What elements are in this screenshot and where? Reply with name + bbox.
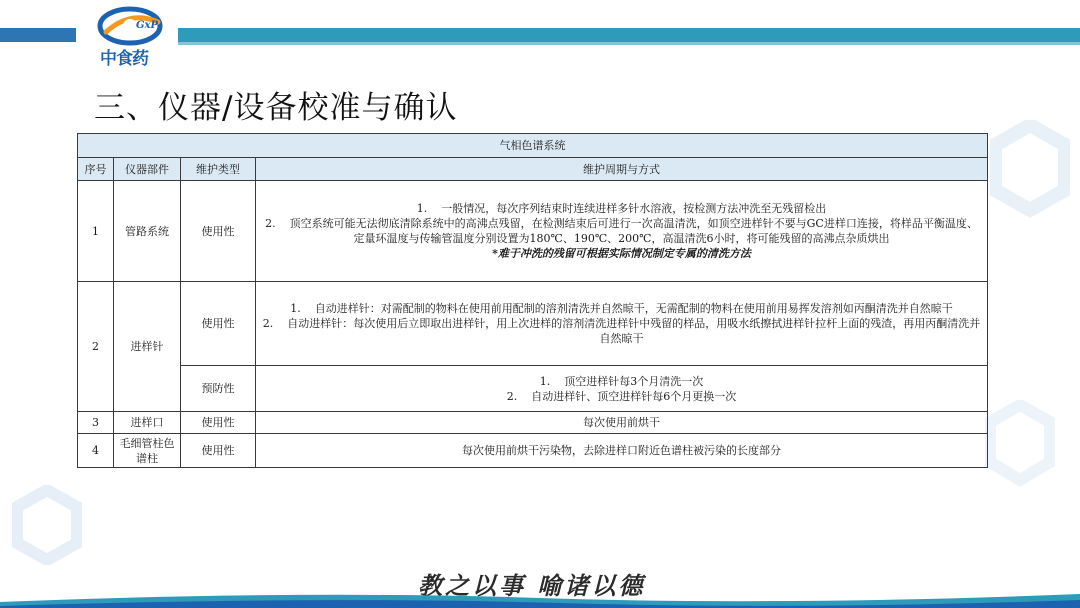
header-no: 序号 (78, 158, 114, 181)
maintenance-table (77, 133, 988, 468)
row4-type: 使用性 (181, 434, 256, 468)
row2-use-step-2: 2. 自动进样针：每次使用后立即取出进样针，用上次进样的溶剂清洗进样针中残留的样品，用吸水纸擦拭进样针拉杆上面的残渣，再用丙酮清洗并自然晾干 (262, 317, 981, 345)
row1-step-1: 1. 一般情况，每次序列结束时连续进样多针水溶液，按检测方法冲洗至无残留检出 (416, 202, 827, 215)
row3-method: 每次使用前烘干 (256, 412, 988, 434)
row2-prev-step-1: 1. 顶空进样针每3个月清洗一次 (539, 374, 704, 388)
table-row (78, 412, 988, 434)
header-bar-right (178, 28, 1080, 42)
footer-wave-decoration (0, 588, 1080, 608)
row1-step-2: 2. 顶空系统可能无法彻底清除系统中的高沸点残留，在检测结束后可进行一次高温清洗，如顶空进样针不要与GC进样口连接，将样品平衡温度、定量环温度与传输管温度分别设置为180℃、190℃、200℃，高温清洗6小时，将可能残留的高沸点杂质烘出 (265, 217, 978, 245)
table-caption-row (78, 134, 988, 158)
hexagon-decoration-right (990, 120, 1070, 220)
maintenance-table-wrapper (77, 133, 987, 468)
logo-gxp-mark: GxP (136, 20, 159, 31)
logo-brand-text: 中食药 (100, 49, 148, 69)
row2-no: 2 (78, 282, 114, 412)
row3-part: 进样口 (114, 412, 181, 434)
table-row (78, 282, 988, 366)
hexagon-decoration-right-lower (985, 400, 1055, 490)
row2-use-method (256, 282, 988, 366)
row2-type-prev: 预防性 (181, 366, 256, 412)
header-bar-left (0, 28, 76, 42)
row2-prev-step-2: 2. 自动进样针、顶空进样针每6个月更换一次 (506, 389, 737, 403)
table-row (78, 366, 988, 412)
header-method: 维护周期与方式 (256, 158, 988, 181)
table-row (78, 181, 988, 282)
row3-type: 使用性 (181, 412, 256, 434)
hexagon-decoration-left (12, 485, 82, 565)
row3-no: 3 (78, 412, 114, 434)
table-row (78, 434, 988, 468)
row2-part: 进样针 (114, 282, 181, 412)
row4-part: 毛细管柱色谱柱 (114, 434, 181, 468)
row4-no: 4 (78, 434, 114, 468)
row2-use-step-1: 1. 自动进样针：对需配制的物料在使用前用配制的溶剂清洗并自然晾干，无需配制的物料在使用前用易挥发溶剂如丙酮清洗并自然晾干 (290, 302, 953, 315)
row1-note: *难于冲洗的残留可根据实际情况制定专属的清洗方法 (492, 247, 751, 260)
header-type: 维护类型 (181, 158, 256, 181)
row4-method: 每次使用前烘干污染物，去除进样口附近色谱柱被污染的长度部分 (256, 434, 988, 468)
table-caption: 气相色谱系统 (78, 134, 988, 158)
header-part: 仪器部件 (114, 158, 181, 181)
footer-motto: 教之以事 喻诸以德 (418, 571, 646, 600)
row2-prev-method (256, 366, 988, 412)
row1-part: 管路系统 (114, 181, 181, 282)
table-header-row (78, 158, 988, 181)
row1-no: 1 (78, 181, 114, 282)
row1-method (256, 181, 988, 282)
row1-type: 使用性 (181, 181, 256, 282)
page-title: 三、仪器/设备校准与确认 (94, 90, 458, 126)
row2-type-use: 使用性 (181, 282, 256, 366)
